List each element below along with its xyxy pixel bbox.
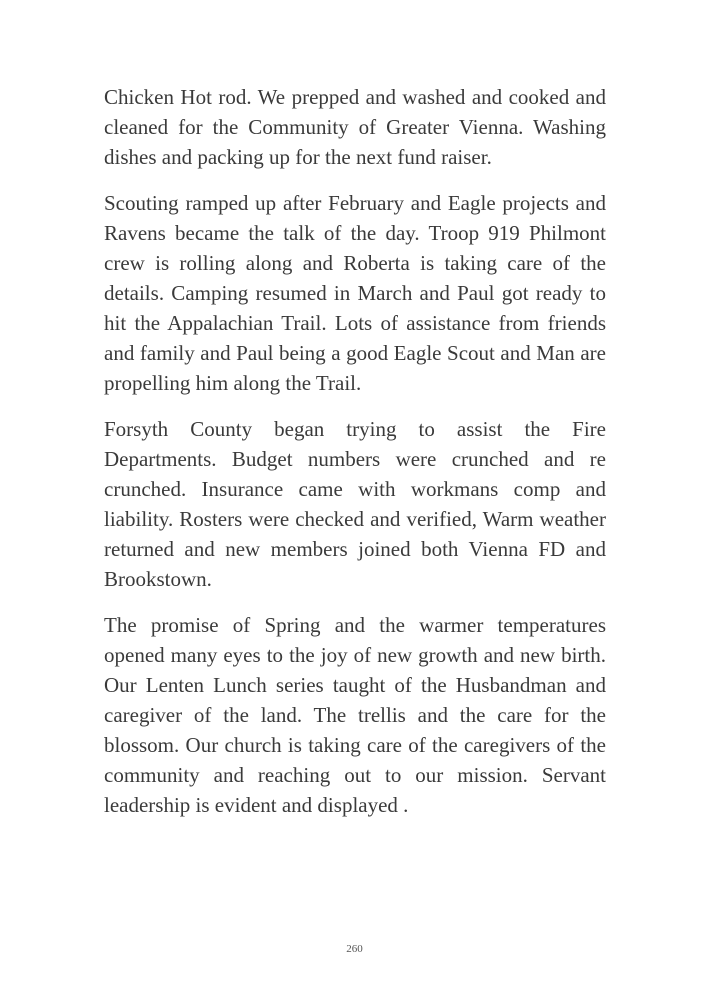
paragraph-forsyth-county: Forsyth County began trying to assist the Fire Departments. Budget numbers were crunched and re crunched. Insurance came with workmans comp and liability. Rosters were checked and verified, Warm weather returned and new members joined both Vienna FD and Brookstown. xyxy=(104,417,606,591)
paragraph-scouting: Scouting ramped up after February and Eagle projects and Ravens became the talk of the day. Troop 919 Philmont crew is rolling along and Roberta is taking care of the details. Camping resumed in March and Paul got ready to hit the Appalachian Trail. Lots of assistance from friends and family and Paul being a good Eagle Scout and Man are propelling him along the Trail. xyxy=(104,191,606,395)
page-body xyxy=(104,82,606,836)
paragraph-chicken-hot-rod: Chicken Hot rod. We prepped and washed and cooked and cleaned for the Community of Greater Vienna. Washing dishes and packing up for the next fund raiser. xyxy=(104,85,606,169)
paragraph-promise-of-spring: The promise of Spring and the warmer temperatures opened many eyes to the joy of new growth and new birth. Our Lenten Lunch series taught of the Husbandman and caregiver of the land. The trellis and the care for the blossom. Our church is taking care of the caregivers of the community and reaching out to our mission. Servant leadership is evident and displayed . xyxy=(104,613,606,817)
page-number: 260 xyxy=(346,943,363,955)
